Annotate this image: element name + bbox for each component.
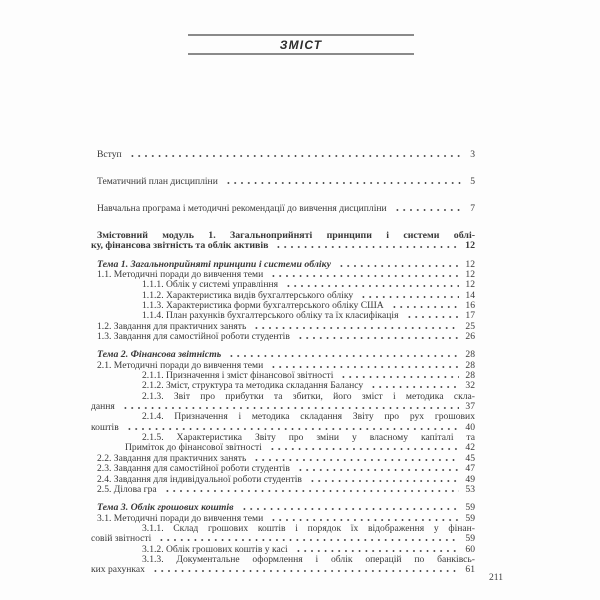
dot-leader (225, 182, 464, 184)
toc-entry-label: 1.3. Завдання для самостійної роботи студентів (97, 331, 290, 343)
toc-entry-label: 1.1.3. Характеристика форми бухгалтерського обліку США (142, 300, 384, 312)
dot-leader (158, 539, 459, 541)
toc-entry-label: 1.1.4. План рахунків бухгалтерського обліку та їх класифікація (142, 310, 399, 322)
toc-entry-label: 2.4. Завдання для індивідуальної роботи студентів (97, 473, 302, 485)
toc-page-number: 53 (465, 483, 475, 495)
toc-entry-label: 2.1.4. Призначення і методика складання Звіту про рух грошових (142, 411, 475, 423)
toc-entry-label: 2.2. Завдання для практичних занять (97, 452, 247, 464)
dot-leader (253, 459, 459, 461)
toc-entry-label: Тема 3. Облік грошових коштів (97, 502, 234, 514)
dot-leader (285, 285, 459, 287)
toc-page-number: 16 (465, 300, 475, 312)
toc-page-number: 32 (465, 380, 475, 392)
toc-page-number: 59 (465, 502, 475, 514)
dot-leader (394, 209, 465, 211)
toc-entry-label: Тема 2. Фінансова звітність (97, 349, 222, 361)
dot-leader (309, 480, 459, 482)
toc-entry (97, 464, 475, 474)
dot-leader (270, 366, 459, 368)
toc-page-number: 37 (465, 401, 475, 413)
toc-entry (97, 150, 475, 160)
dot-leader (241, 508, 460, 510)
toc-entry (91, 229, 475, 252)
toc-page-number: 42 (465, 442, 475, 454)
toc-page-number: 60 (465, 543, 475, 555)
toc-entry-row (97, 464, 475, 474)
toc-page-number: 12 (465, 279, 475, 291)
dot-leader (360, 296, 459, 298)
toc-page-number: 17 (465, 310, 475, 322)
dot-leader (275, 246, 459, 248)
toc-entry-label: Змістовний модуль 1. Загальноприйняті принципи і системи облі- (97, 229, 475, 241)
toc-page-number: 28 (465, 349, 475, 361)
dot-leader (129, 155, 465, 157)
toc-entry-label: 3.1.1. Склад грошових коштів і порядок їх відображення у фінан- (142, 522, 475, 534)
dot-leader (270, 519, 459, 521)
toc-entry-label: 1.1. Методичні поради до вивчення теми (97, 268, 264, 280)
dot-leader (406, 316, 460, 318)
toc-entry-row (97, 332, 475, 342)
toc-entry-line1 (97, 555, 475, 565)
toc-entry-label: 2.3. Завдання для самостійної роботи студентів (97, 463, 290, 475)
toc-entry-label: 2.1.1. Призначення і зміст фінансової звітності (142, 370, 334, 382)
toc-entry-label: 2.1.5. Характеристика Звіту про зміни у власному капіталі та (142, 432, 475, 444)
toc-entry-label: 2.1.2. Зміст, структура та методика складання Балансу (142, 380, 364, 392)
toc-page-number: 40 (465, 421, 475, 433)
toc-entry (97, 177, 475, 187)
toc-entry-line2 (91, 565, 475, 575)
toc-entry (97, 433, 475, 454)
toc-page-number: 28 (465, 370, 475, 382)
toc-entry (97, 485, 475, 495)
toc-entry-label: 2.5. Ділова гра (97, 483, 157, 495)
toc-entry-row (97, 150, 475, 160)
toc-page-number: 7 (470, 202, 475, 214)
dot-leader (269, 448, 460, 450)
dot-leader (164, 490, 460, 492)
toc-entry (91, 522, 475, 545)
toc-page-number: 12 (465, 268, 475, 280)
toc-entry (97, 503, 475, 513)
toc-page-number: 28 (465, 359, 475, 371)
toc-entry-row (97, 204, 475, 214)
toc-entry-label: 1.2. Завдання для практичних занять (97, 320, 247, 332)
dot-leader (270, 275, 459, 277)
toc-entry-continuation: Приміток до фінансової звітності (125, 442, 262, 454)
toc-list (91, 149, 475, 576)
toc-entry-label: Вступ (97, 149, 122, 160)
toc-entry-row (97, 503, 475, 513)
toc-entry-line2 (91, 241, 475, 251)
dot-leader (126, 428, 460, 430)
toc-page-number: 14 (465, 289, 475, 301)
dot-leader (370, 386, 459, 388)
toc-entry-label: 3.1.3. Документальне оформлення і облік операцій по банківсь- (142, 553, 475, 565)
toc-entry-label: Тема 1. Загальноприйняті принципи і системи обліку (97, 258, 331, 270)
toc-page-number: 26 (465, 331, 475, 343)
dot-leader (253, 327, 459, 329)
toc-entry (91, 411, 475, 433)
header-bottom-rule (188, 53, 414, 55)
toc-entry (97, 332, 475, 342)
toc-entry-continuation: ких рахунках (91, 564, 145, 576)
dot-leader (152, 570, 459, 572)
contents-header (188, 34, 414, 55)
toc-page-number: 45 (465, 452, 475, 464)
dot-leader (297, 337, 460, 339)
toc-entry-label: 3.1.2. Облік грошових коштів у касі (142, 543, 288, 555)
dot-leader (295, 550, 460, 552)
dot-leader (340, 376, 459, 378)
toc-entry-continuation: совій звітності (91, 533, 152, 545)
toc-entry-label: Навчальна програма і методичні рекомендації до вивчення дисципліни (97, 202, 387, 214)
toc-entry-label: 2.1.3. Звіт про прибутки та збитки, його зміст і методика скла- (142, 390, 475, 402)
toc-entry-continuation: коштів (91, 421, 119, 433)
toc-page-number: 59 (465, 512, 475, 524)
toc-page-number: 59 (465, 533, 475, 545)
dot-leader (122, 407, 460, 409)
toc-page-number: 3 (470, 149, 475, 160)
toc-page-number: 47 (465, 463, 475, 475)
toc-entry (97, 204, 475, 214)
toc-entry-row (97, 485, 475, 495)
toc-entry-label: 1.1.2. Характеристика видів бухгалтерського обліку (142, 289, 354, 301)
toc-entry-line1 (97, 524, 475, 534)
toc-page-number: 49 (465, 473, 475, 485)
dot-leader (228, 355, 459, 357)
dot-leader (297, 469, 460, 471)
toc-entry-label: 3.1. Методичні поради до вивчення теми (97, 512, 264, 524)
toc-entry (91, 390, 475, 413)
dot-leader (338, 265, 459, 267)
toc-page-number: 12 (465, 240, 475, 252)
toc-entry-label: 1.1.1. Облік у системі управління (142, 279, 279, 291)
toc-entry-line1 (97, 392, 475, 402)
toc-entry-label: 2.1. Методичні поради до вивчення теми (97, 359, 264, 371)
toc-entry-continuation: дання (91, 401, 115, 413)
page-number-folio: 211 (488, 572, 503, 583)
toc-entry-label: Тематичний план дисципліни (97, 175, 218, 187)
toc-entry-row (97, 177, 475, 187)
toc-page-number: 12 (465, 258, 475, 270)
toc-page-number: 61 (465, 564, 475, 576)
page-title: ЗМІСТ (279, 38, 323, 52)
dot-leader (391, 306, 460, 308)
toc-entry (91, 553, 475, 576)
toc-page-number: 5 (470, 175, 475, 187)
toc-entry-continuation: ку, фінансова звітність та облік активів (91, 240, 269, 252)
toc-page-number: 25 (465, 320, 475, 332)
toc-entry-line1 (97, 412, 475, 422)
